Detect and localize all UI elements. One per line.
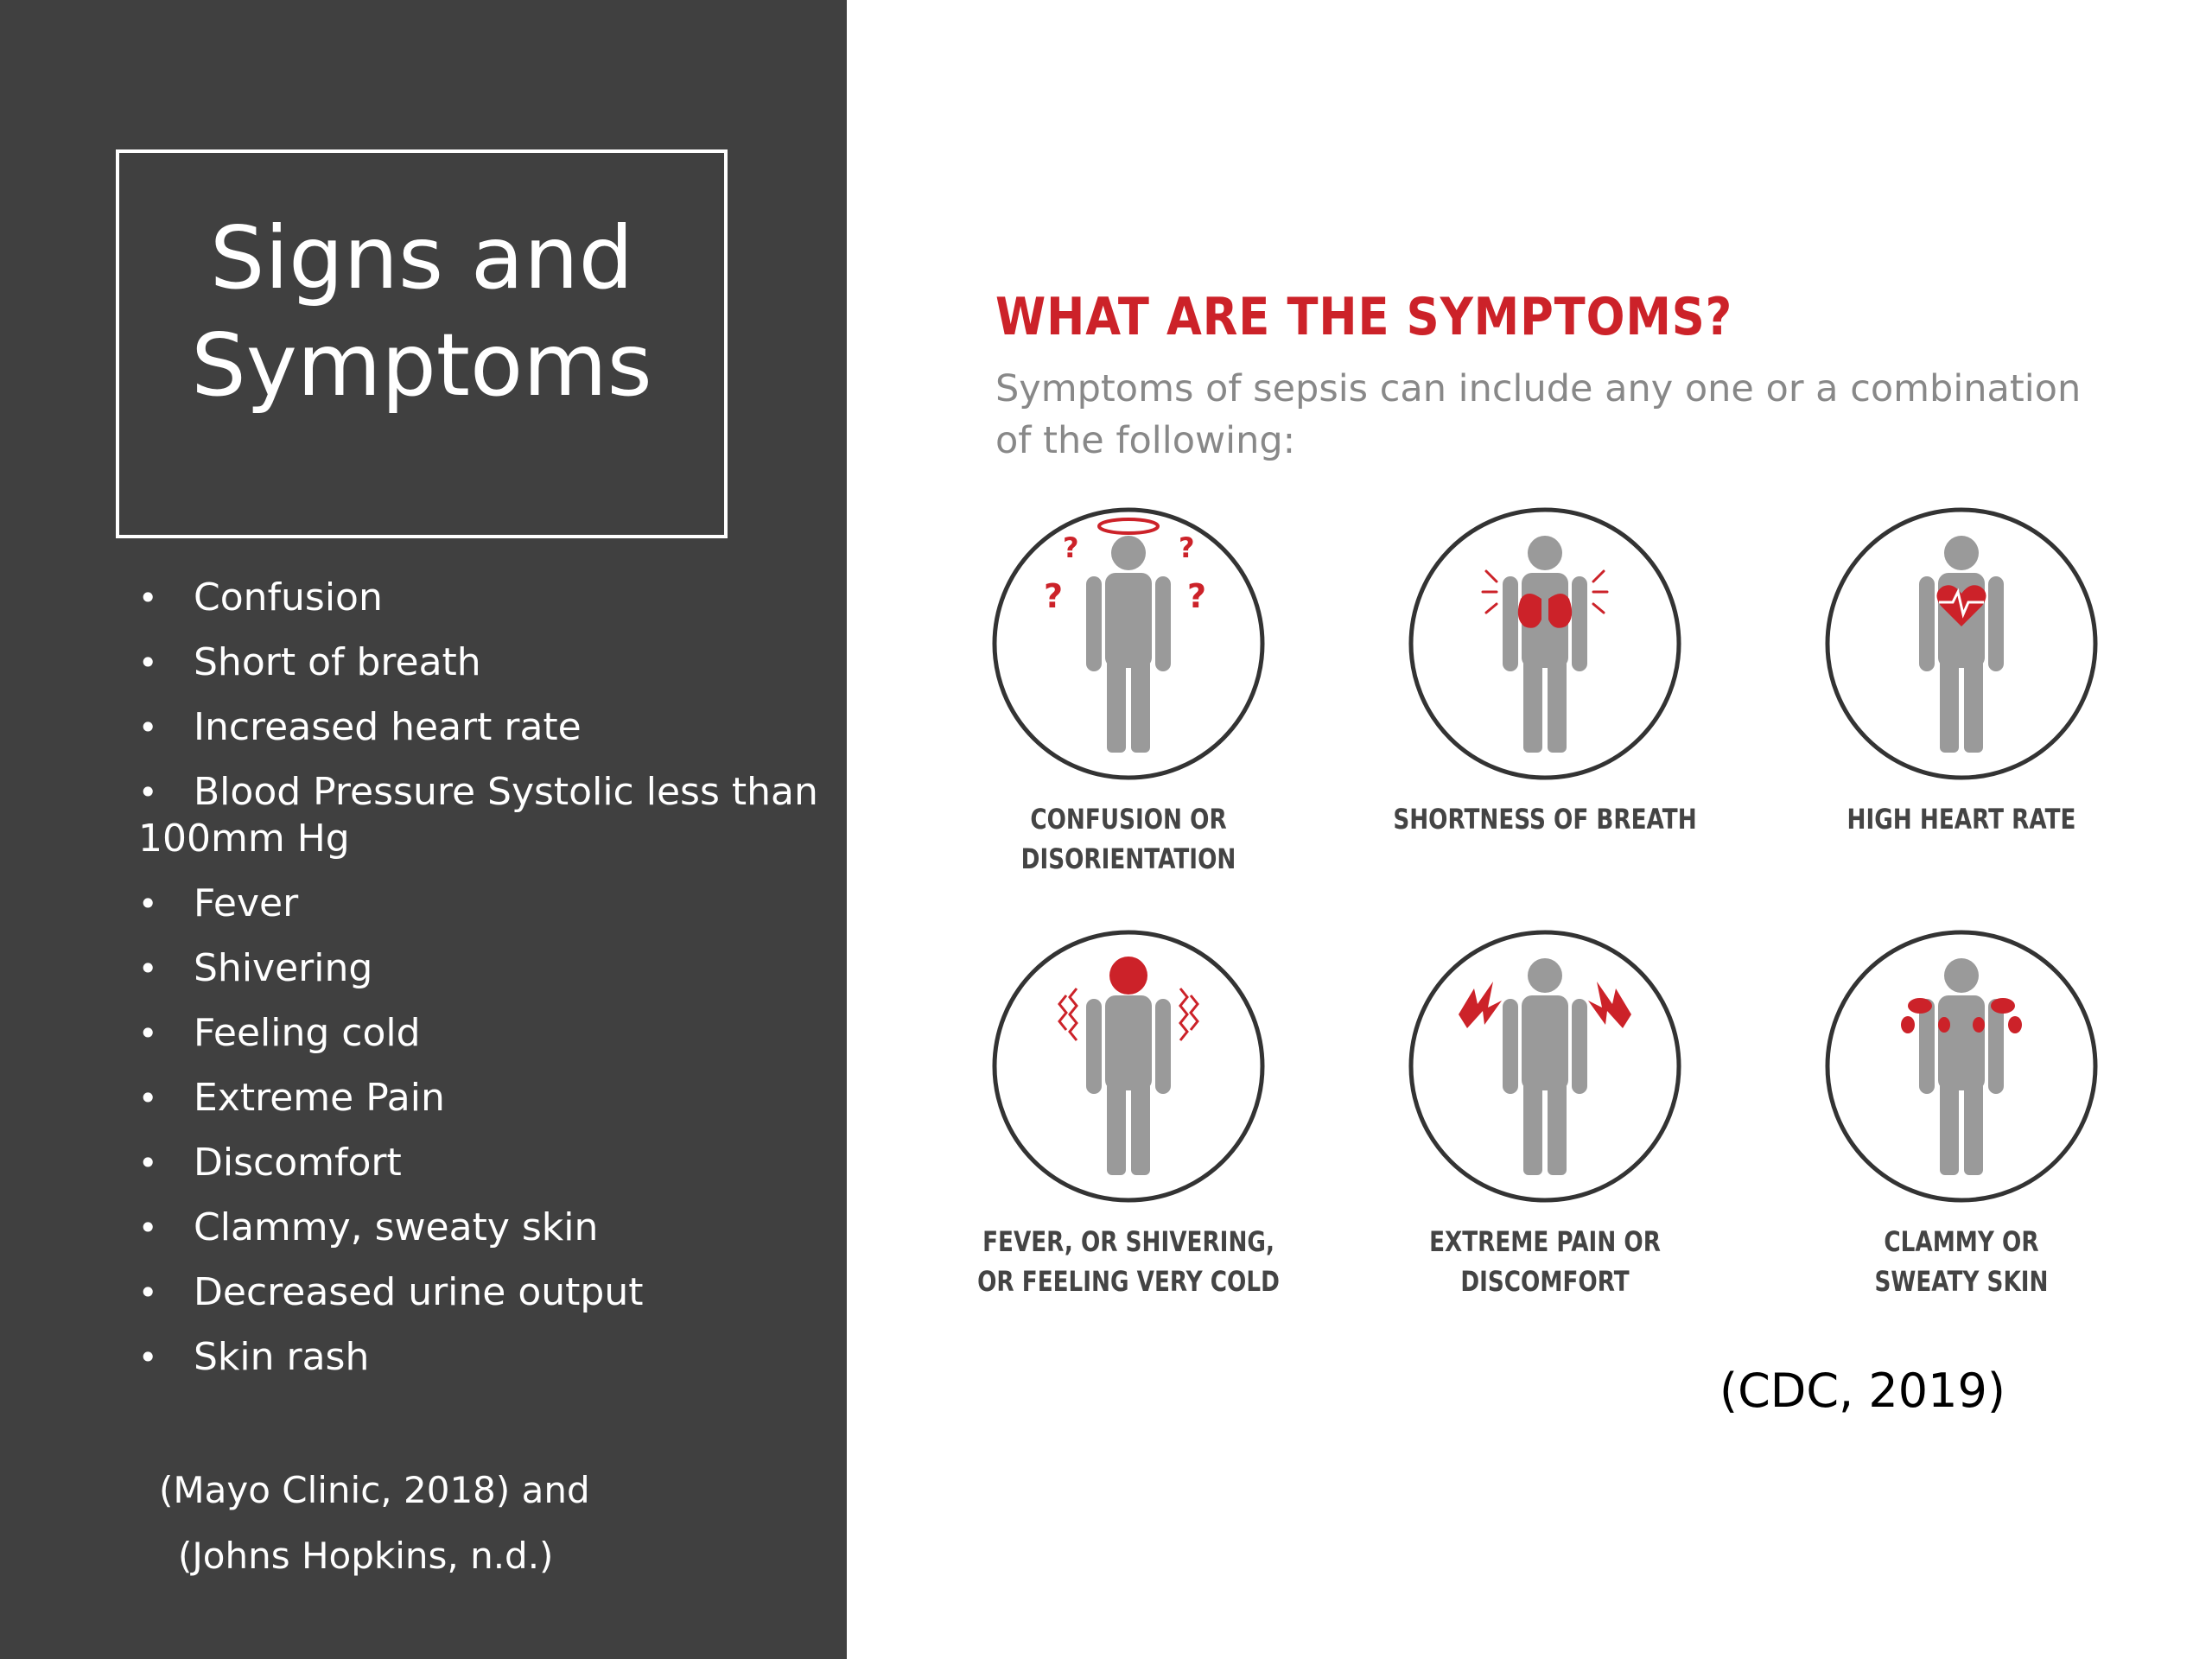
bullet-item: • Decreased urine output (138, 1269, 830, 1316)
bullet-item: • Fever (138, 880, 830, 927)
pain-icon (1407, 928, 1683, 1205)
symptom-label-line1: CLAMMY OR (1884, 1225, 2039, 1258)
symptom-label-line2: DISORIENTATION (1020, 842, 1236, 875)
bullet-item: • Blood Pressure Systolic less than 100mm Hg (138, 769, 830, 862)
fever-icon (990, 928, 1267, 1205)
symptom-label-line2: OR FEELING VERY COLD (977, 1265, 1280, 1298)
symptom-label (1375, 799, 1715, 839)
symptom-label (1375, 1222, 1715, 1301)
symptom-label-line1: HIGH HEART RATE (1847, 803, 2076, 836)
citation-cdc: (CDC, 2019) (1719, 1363, 2005, 1418)
bullet-item: • Short of breath (138, 639, 830, 686)
symptom-label-line1: EXTREME PAIN OR (1429, 1225, 1661, 1258)
slide-title-line1: Signs and (209, 207, 634, 308)
slide-title-line2: Symptoms (191, 315, 652, 416)
symptom-label (1791, 799, 2132, 839)
slide-title (119, 205, 724, 419)
bullet-item: • Clammy, sweaty skin (138, 1205, 830, 1251)
confusion-icon (990, 505, 1267, 782)
symptom-label (958, 799, 1299, 879)
svg-text:?: ? (1044, 577, 1064, 615)
bullet-item: • Confusion (138, 575, 830, 621)
symptom-label-line1: FEVER, OR SHIVERING, (982, 1225, 1274, 1258)
bullet-item: • Extreme Pain (138, 1075, 830, 1122)
citation-hopkins: (Johns Hopkins, n.d.) (178, 1535, 554, 1577)
svg-text:?: ? (1063, 531, 1079, 564)
bullet-item: • Skin rash (138, 1334, 830, 1381)
infographic-subheading: Symptoms of sepsis can include any one or a combination of the following: (995, 367, 2082, 462)
title-box (116, 149, 728, 538)
symptom-label-line1: CONFUSION OR (1030, 803, 1227, 836)
symptom-label (1791, 1222, 2132, 1301)
symptom-bullet-list (138, 575, 830, 1399)
symptom-label-line1: SHORTNESS OF BREATH (1393, 803, 1697, 836)
symptom-label-line2: SWEATY SKIN (1874, 1265, 2049, 1298)
heart-rate-icon (1823, 505, 2100, 782)
bullet-item: • Discomfort (138, 1140, 830, 1186)
left-panel (0, 0, 847, 1659)
sweat-icon (1823, 928, 2100, 1205)
bullet-item: • Shivering (138, 945, 830, 992)
svg-text:?: ? (1187, 577, 1207, 615)
bullet-item: • Increased heart rate (138, 704, 830, 751)
svg-text:?: ? (1179, 531, 1195, 564)
lungs-icon (1407, 505, 1683, 782)
symptom-label-line2: DISCOMFORT (1460, 1265, 1630, 1298)
infographic-heading: WHAT ARE THE SYMPTOMS? (995, 287, 1733, 347)
symptom-label (958, 1222, 1299, 1301)
bullet-item: • Feeling cold (138, 1010, 830, 1057)
citation-mayo: (Mayo Clinic, 2018) and (159, 1469, 590, 1511)
